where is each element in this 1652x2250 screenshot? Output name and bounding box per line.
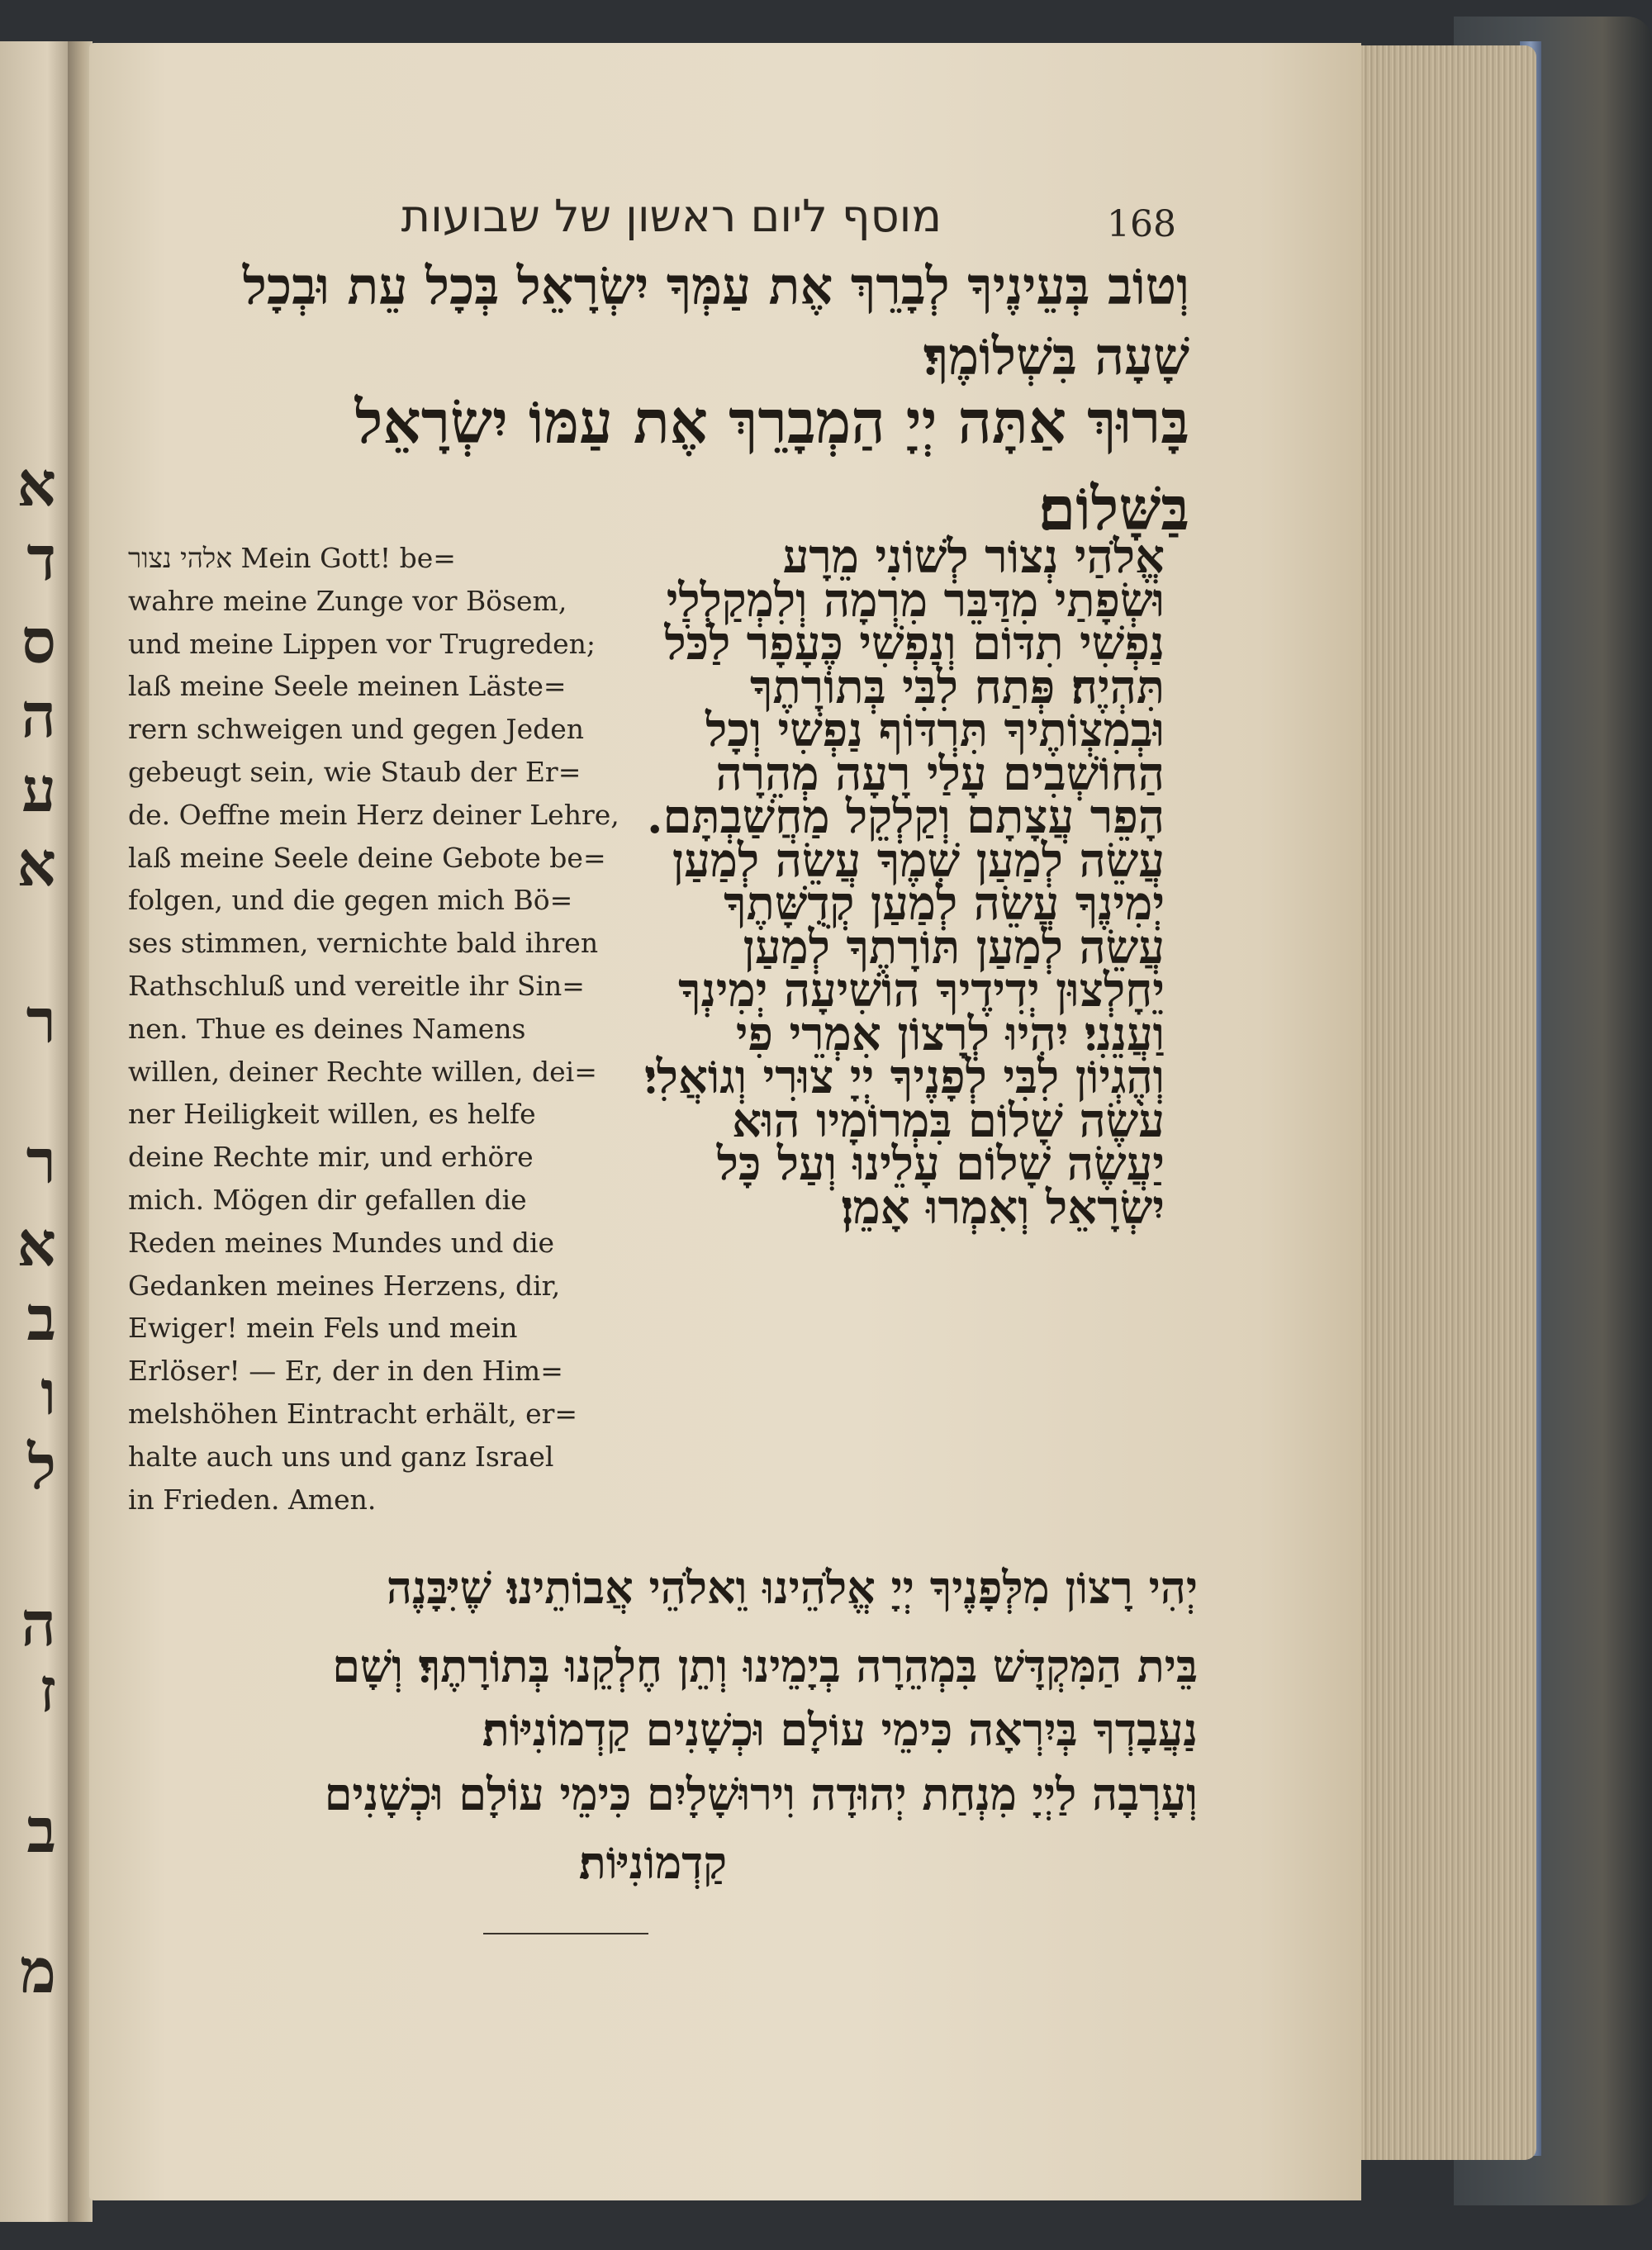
hebrew-column-line: הָפֵר עֲצָתָם וְקַלְקֵל מַחֲשַׁבְתָּם. — [646, 790, 1165, 844]
hebrew-bottom-line-4: וְעָרְבָה לַיְיָ מִנְחַת יְהוּדָה וִירוּשָׁלָיִם כִּימֵי עוֹלָם וּכְשָׁנִים — [324, 1768, 1198, 1820]
german-column-line: Gedanken meines Herzens, dir, — [128, 1269, 561, 1302]
left-glyph: ר — [26, 986, 56, 1057]
german-column-line: Rathschluß und vereitle ihr Sin= — [128, 969, 585, 1002]
german-column-line: deine Rechte mir, und erhöre — [128, 1141, 534, 1174]
left-glyph: ל — [27, 1432, 56, 1503]
hebrew-top-line-2: שָׁעָה בִּשְׁלוֹמֶךָ׃ — [923, 326, 1189, 387]
left-glyph: ב — [26, 1796, 56, 1867]
left-glyph: ס — [21, 606, 56, 677]
german-column-line: wahre meine Zunge vor Bösem, — [128, 584, 567, 617]
left-page-glyphs — [0, 41, 59, 2222]
german-column-line: rern schweigen und gegen Jeden — [128, 713, 585, 746]
hebrew-bottom-line-2: בֵּית הַמִּקְדָּשׁ בִּמְהֵרָה בְיָמֵינוּ וְתֵן חֶלְקֵנוּ בְּתוֹרָתֶךָ׃ וְשָׁם — [332, 1640, 1198, 1692]
hebrew-column-line: עֹשֶׂה שָׁלוֹם בִּמְרוֹמָיו הוּא — [732, 1093, 1165, 1148]
hebrew-column-line: יִשְׂרָאֵל וְאִמְרוּ אָמֵן׃ — [841, 1180, 1165, 1235]
hebrew-column-line: וּשְׂפָתַי מִדַּבֵּר מִרְמָה וְלִמְקַלְלַי — [666, 572, 1165, 628]
left-glyph: ו — [40, 1358, 56, 1429]
hebrew-column-line: יֵחָלְצוּן יְדִידֶיךָ הוֹשִׁיעָה יְמִינְךָ — [678, 963, 1165, 1018]
page-number: 168 — [1107, 203, 1176, 245]
hebrew-column-line: יַעֲשֶׂה שָׁלוֹם עָלֵינוּ וְעַל כָּל — [716, 1137, 1165, 1191]
german-column-line: folgen, und die gegen mich Bö= — [128, 884, 573, 917]
left-glyph: א — [17, 829, 56, 900]
german-column-line: willen, deiner Rechte willen, dei= — [128, 1055, 597, 1088]
hebrew-bottom-line-5: קַדְמוֹנִיּוֹת׃ — [578, 1836, 727, 1889]
hebrew-prayer-column — [570, 529, 1165, 1235]
german-column-line: melshöhen Eintracht erhält, er= — [128, 1397, 578, 1430]
hebrew-column-line: אֱלֹהַי נְצוֹר לְשׁוֹנִי מֵרָע — [782, 529, 1165, 584]
german-column-line: laß meine Seele deine Gebote be= — [128, 841, 606, 874]
german-column-line: ner Heiligkeit willen, es helfe — [128, 1098, 536, 1131]
german-column-line: halte auch uns und ganz Israel — [128, 1440, 554, 1473]
blessing-line-1: בָּרוּךְ אַתָּה יְיָ הַמְבָרֵךְ אֶת עַמּוֹ יִשְׂרָאֵל — [354, 387, 1189, 457]
hebrew-column-line: יְמִינֶךָ עֲשֵׂה לְמַעַן קְדֻשָּׁתֶךָ — [724, 876, 1165, 931]
hebrew-column-line: עֲשֵׂה לְמַעַן תּוֹרָתֶךָ לְמַעַן — [743, 919, 1165, 975]
left-glyph: ר — [26, 1127, 56, 1198]
left-glyph: ז — [39, 1655, 56, 1726]
left-page-fragment — [0, 41, 68, 2222]
german-column-line: de. Oeffne mein Herz deiner Lehre, — [128, 798, 620, 831]
hebrew-column-line: וַעֲנֵנִי׃ יִהְיוּ לְרָצוֹן אִמְרֵי פִי — [735, 1006, 1165, 1061]
german-column-line: gebeugt sein, wie Staub der Er= — [128, 755, 582, 788]
hebrew-column-line: וְהֶגְיוֹן לִבִּי לְפָנֶיךָ יְיָ צוּרִי וְגוֹאֲלִי׃ — [644, 1050, 1165, 1104]
german-column-line: ses stimmen, vernichte bald ihren — [128, 927, 599, 960]
german-column-line: Reden meines Mundes und die — [128, 1226, 555, 1259]
left-glyph: א — [17, 1209, 56, 1280]
section-divider — [483, 1933, 648, 1934]
hebrew-top-line-1: וְטוֹב בְּעֵינֶיךָ לְבָרֵךְ אֶת עַמְּךָ יִשְׂרָאֵל בְּכָל עֵת וּבְכָל — [242, 256, 1189, 316]
german-column-line: und meine Lippen vor Trugreden; — [128, 627, 596, 660]
hebrew-bottom-line-1: יְהִי רָצוֹן מִלְּפָנֶיךָ יְיָ אֱלֹהֵינוּ וֵאלֹהֵי אֲבוֹתֵינוּ׃ שֶׁיִּבָּנֶה — [386, 1561, 1198, 1614]
hebrew-column-line: תִּהְיֶה׃ פְּתַח לִבִּי בְּתוֹרָתֶךָ — [749, 659, 1165, 714]
left-glyph: ב — [26, 1284, 56, 1355]
german-column-line: אלהי נצור Mein Gott! be= — [128, 542, 456, 574]
german-column-line: nen. Thue es deines Namens — [128, 1012, 526, 1045]
hebrew-bottom-line-3: נַעֲבָדְךָ בְּיִרְאָה כִּימֵי עוֹלָם וּכְשָׁנִים קַדְמוֹנִיּוֹת׃ — [482, 1703, 1198, 1756]
hebrew-column-line: עֲשֵׂה לְמַעַן שְׁמֶךָ עֲשֵׂה לְמַעַן — [672, 833, 1165, 888]
left-glyph: ה — [21, 681, 56, 752]
german-column-line: Ewiger! mein Fels und mein — [128, 1312, 518, 1345]
german-column-line: mich. Mögen dir gefallen die — [128, 1183, 527, 1216]
german-column-line: in Frieden. Amen. — [128, 1483, 377, 1516]
running-head: מוסף ליום ראשון של שבועות — [401, 190, 942, 242]
hebrew-column-line: הַחוֹשְׁבִים עָלַי רָעָה מְהֵרָה — [715, 746, 1165, 801]
left-glyph: מ — [20, 1936, 56, 2007]
left-glyph: ע — [21, 755, 56, 826]
german-translation-column — [128, 537, 620, 1521]
blessing-line-2: בַּשָּׁלוֹם׃ — [1038, 473, 1189, 544]
german-column-line: Erlöser! — Er, der in den Him= — [128, 1355, 563, 1388]
left-glyph: ה — [21, 1589, 56, 1660]
german-column-line: laß meine Seele meinen Läste= — [128, 670, 567, 703]
left-glyph: ד — [26, 524, 56, 595]
hebrew-column-line: נַפְשִׁי תִדּוֹם וְנַפְשִׁי כֶּעָפָר לַכֹּל — [664, 616, 1165, 671]
left-glyph: א — [17, 449, 56, 520]
hebrew-column-line: וּבְמִצְוֹתֶיךָ תִּרְדּוֹף נַפְשִׁי וְכָל — [705, 703, 1165, 757]
